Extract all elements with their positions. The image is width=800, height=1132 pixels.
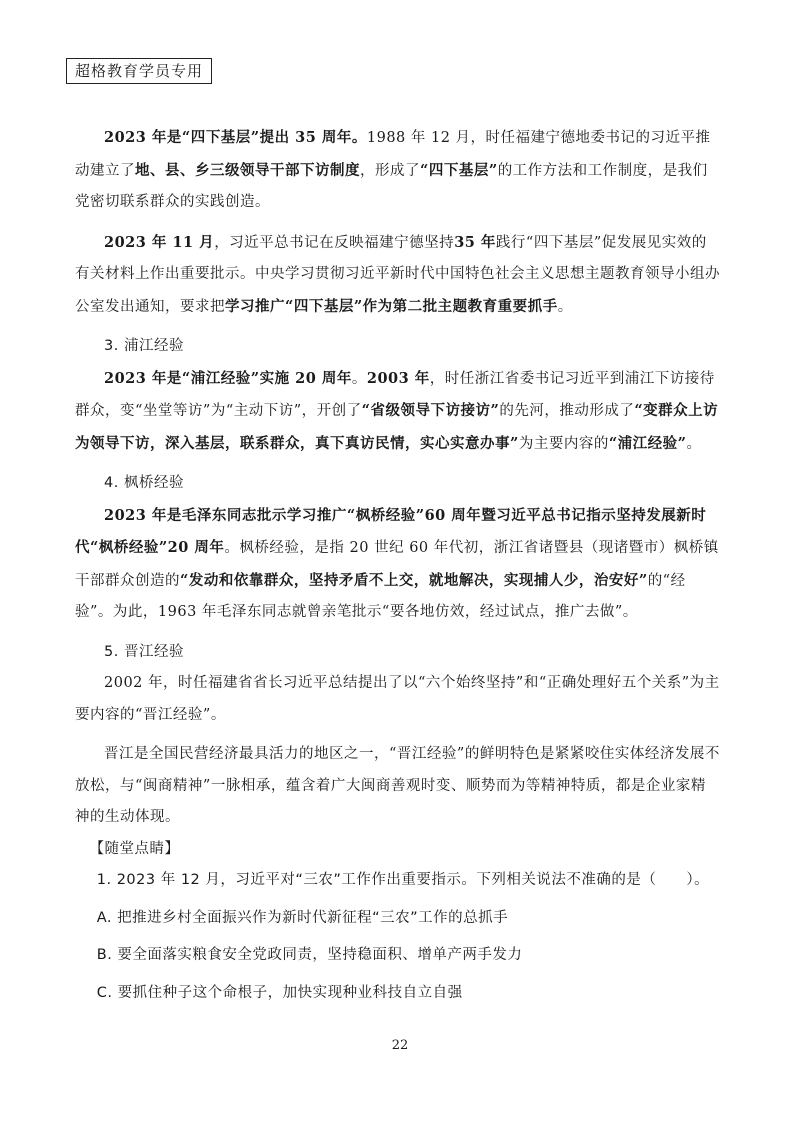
text: 。 [351, 370, 367, 387]
text-bold: “浦江经验” [608, 434, 687, 452]
paragraph-fengqiao [75, 500, 720, 629]
text: 为主要内容的 [518, 435, 609, 452]
text: 。枫桥经验，是指 20 世纪 60 年代初，浙江省诸暨县（现诸暨市）枫桥镇干部群众创造的 [75, 540, 719, 589]
text: ，时任浙江省委书记习近平到浦江下访接待群众，变“坐堂等访”为“主动下访”，开创了 [75, 370, 715, 419]
paragraph-sixiajiceng-instruction [75, 227, 720, 324]
heading-fengqiao: 4. 枫桥经验 [104, 475, 184, 491]
text: 的先河，推动形成了 [499, 403, 635, 419]
text: 。 [686, 435, 702, 452]
text: ，习近平总书记在反映福建宁德坚持 [214, 234, 455, 251]
paragraph-jinjiang-2: 晋江是全国民营经济最具活力的地区之一，“晋江经验”的鲜明特色是紧紧咬住实体经济发展不放松，与“闽商精神”一脉相承，蕴含着广大闽商善观时变、顺势而为等精神特质，都是企业家精神的生动体现。 [75, 746, 720, 825]
header-label: 超格教育学员专用 [66, 58, 212, 84]
text: 1988 年 12 月，时任福建宁德地委书记的习近平推动建立了 [75, 130, 711, 179]
text-bold: “发动和依靠群众，坚持矛盾不上交，就地解决，实现捕人少，治安好” [180, 571, 648, 589]
text-bold: 地、县、乡三级领导干部下访制度 [135, 161, 360, 179]
text-bold: “四下基层” [420, 161, 498, 179]
quiz-tag: 【随堂点睛】 [89, 840, 180, 857]
heading-pujiang: 3. 浦江经验 [104, 338, 184, 354]
quiz-option-c: C. 要抓住种子这个命根子，加快实现种业科技自立自强 [96, 984, 463, 1001]
text-bold: 2003 年 [366, 369, 430, 387]
text-bold: “变群众上访为领导下访，深入基层，联系群众，真下真访民情，实心实意办事” [75, 402, 719, 452]
quiz-question: 1. 2023 年 12 月，习近平对“三农”工作作出重要指示。下列相关说法不准确的是（ ）。 [96, 872, 710, 888]
heading-jinjiang: 5. 晋江经验 [104, 643, 184, 660]
paragraph-jinjiang-1: 2002 年，时任福建省省长习近平总结提出了以“六个始终坚持”和“正确处理好五个关系”为主要内容的“晋江经验”。 [75, 675, 720, 723]
text-bold: 2023 年是 [104, 129, 182, 146]
text-bold: 2023 年 11 月 [104, 233, 215, 251]
text-bold: 2023 年是“浦江经验”实施 20 周年 [104, 369, 352, 387]
text-bold: 学习推广“四下基层”作为第二批主题教育重要抓手 [225, 297, 558, 315]
text: 的工作方法和工作制度，是我们党密切联系群众的实践创造。 [75, 162, 708, 210]
quiz-option-b: B. 要全面落实粮食安全党政同责，坚持稳面积、增单产两手发力 [96, 947, 523, 963]
text-bold: “省级领导下访接访” [361, 402, 500, 419]
body-content [75, 122, 720, 1009]
text: ，形成了 [360, 162, 420, 179]
page-number: 22 [391, 1038, 409, 1053]
text: 。 [557, 298, 573, 315]
text-bold: 35 年 [454, 233, 496, 251]
text-bold: 2023 年是毛泽东同志批示学习推广“枫桥经验”60 周年暨习近平总书记指示坚持发展新时代“枫桥经验”20 周年 [75, 506, 707, 556]
quiz-option-a: A. 把推进乡村全面振兴作为新时代新征程“三农”工作的总抓手 [96, 909, 509, 926]
text-bold: 提出 35 周年。 [259, 129, 367, 146]
text: 践行“四下基层”促发展见实效的有关材料上作出重要批示。中央学习贯彻习近平新时代中国特色社会主义思想主题教育领导小组办公室发出通知，要求把 [75, 234, 720, 315]
paragraph-sixiajiceng-intro [75, 122, 720, 219]
text-bold: “四下基层” [181, 129, 260, 146]
paragraph-pujiang [75, 363, 720, 461]
text: 的“经验”。为此，1963 年毛泽东同志就曾亲笔批示“要各地仿效，经过试点，推广去做”。 [75, 572, 686, 620]
